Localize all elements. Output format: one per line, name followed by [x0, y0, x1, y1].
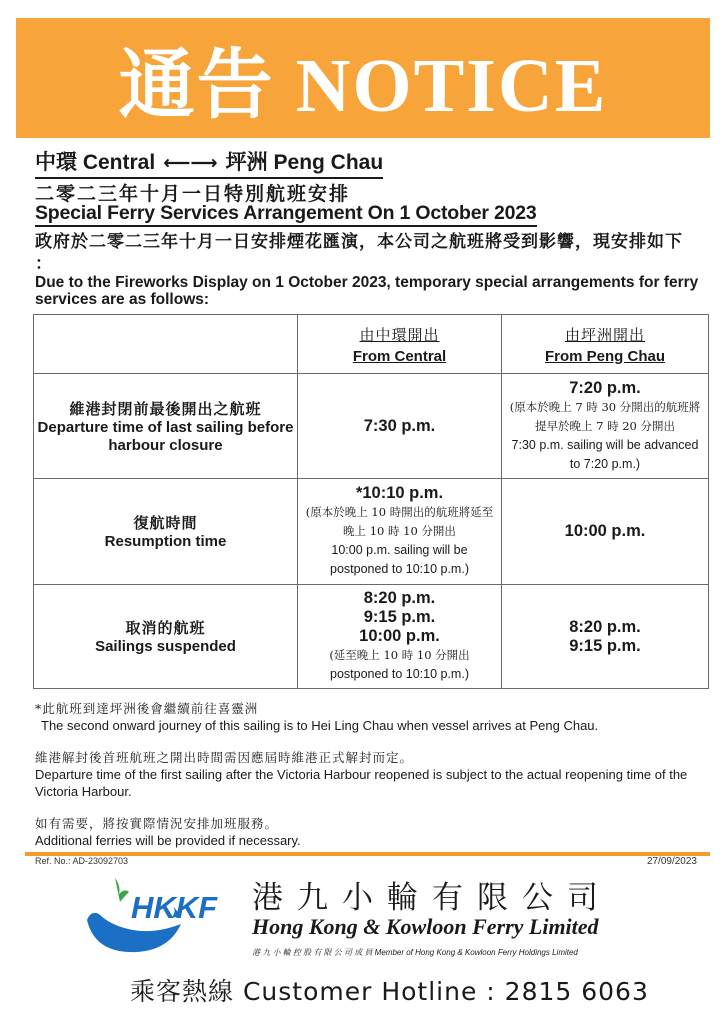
header-central-zh: 由中環開出 — [359, 325, 440, 344]
footnote-star-zh: *此航班到達坪洲後會繼續前往喜靈洲 — [35, 701, 259, 716]
notice-banner — [16, 18, 710, 138]
notice-date: 27/09/2023 — [646, 856, 697, 867]
table-row — [34, 585, 709, 689]
table-row — [34, 479, 709, 585]
note-en: 10:00 p.m. sailing will be postponed to 10:10 p.m.) — [330, 543, 469, 576]
intro-zh: 政府於二零二三年十月一日安排煙花匯演，本公司之航班將受到影響，現安排如下 ： — [35, 232, 683, 274]
header-central-en: From Central — [352, 347, 447, 365]
note-en: 7:30 p.m. sailing will be advanced to 7:20 p.m.) — [511, 437, 699, 471]
route-heading — [35, 146, 383, 179]
schedule-table — [33, 314, 709, 689]
time-value: 9:15 p.m. — [569, 636, 641, 655]
hotline-number: 2815 6063 — [504, 977, 649, 1006]
time-value: 10:00 p.m. — [564, 522, 646, 540]
logo-text: HKKF — [131, 890, 218, 925]
footnote-star-en: The second onward journey of this sailing is to Hei Ling Chau when vessel arrives at Peng Chau. — [41, 718, 599, 733]
hkkf-logo — [85, 872, 235, 960]
subtitle-zh: 二零二三年十月一日特別航班安排 — [35, 183, 351, 205]
note-zh: (原本於晚上 7 時 30 分開出的航班將提早於晚上 7 時 20 分開出 — [509, 399, 701, 433]
time-value: 8:20 p.m. — [363, 589, 436, 607]
cell-pengchau — [502, 479, 709, 585]
row-label — [34, 585, 298, 689]
banner-title-zh: 通告 — [118, 43, 275, 128]
row-label — [34, 479, 298, 585]
cell-pengchau — [502, 374, 709, 479]
cell-central — [298, 479, 502, 585]
time-value: 8:20 p.m. — [569, 617, 641, 636]
route-from: 中環 Central — [35, 151, 156, 174]
footnote-extra — [35, 815, 707, 849]
hotline-label: 乘客熱線 Customer Hotline : — [130, 977, 496, 1006]
row-label — [34, 374, 298, 479]
note-en: postponed to 10:10 p.m.) — [330, 667, 469, 681]
subtitle-en: Special Ferry Services Arrangement On 1 October 2023 — [35, 202, 537, 227]
footnote-harbour-en: Departure time of the first sailing after the Victoria Harbour reopened is subject to the actual reopening time of the Victoria Harbour. — [35, 767, 688, 799]
row-label-en: Resumption time — [104, 533, 227, 550]
footnote-harbour-zh: 維港解封後首班航班之開出時間需因應屆時維港正式解封而定。 — [35, 750, 414, 765]
company-name-zh: 港九小輪有限公司 — [252, 880, 612, 916]
time-value: 10:00 p.m. — [359, 627, 440, 645]
time-value: 7:20 p.m. — [569, 378, 641, 397]
time-value: *10:10 p.m. — [355, 484, 444, 502]
banner-title-en: NOTICE — [295, 43, 608, 128]
table-header-pengchau — [502, 315, 709, 374]
banner-title — [119, 24, 608, 133]
reference-number: Ref. No.: AD-23092703 — [35, 856, 129, 866]
company-name-en: Hong Kong & Kowloon Ferry Limited — [252, 914, 599, 939]
route-to: 坪洲 Peng Chau — [225, 151, 384, 174]
note-zh: (原本於晚上 10 時開出的航班將延至晚上 10 時 10 分開出 — [305, 505, 494, 538]
footnote-harbour — [35, 749, 715, 800]
logo-leaf — [115, 878, 129, 902]
header-pengchau-zh: 由坪洲開出 — [564, 325, 645, 344]
time-value: 9:15 p.m. — [363, 608, 436, 626]
table-header-blank — [34, 315, 298, 374]
cell-central — [298, 374, 502, 479]
member-line: 港 九 小 輪 控 股 有 限 公 司 成 員 Member of Hong Kong & Kowloon Ferry Holdings Limited — [252, 948, 578, 957]
note-zh: (延至晚上 10 時 10 分開出 — [329, 648, 470, 662]
cell-central — [298, 585, 502, 689]
footnote-extra-en: Additional ferries will be provided if necessary. — [35, 833, 301, 848]
footnote-star — [35, 700, 707, 734]
table-row — [34, 374, 709, 479]
row-label-en: Departure time of last sailing before harbour closure — [37, 418, 294, 454]
cell-pengchau — [502, 585, 709, 689]
intro-en: Due to the Fireworks Display on 1 October 2023, temporary special arrangements for ferry services are as follows: — [35, 274, 699, 308]
row-label-en: Sailings suspended — [95, 638, 236, 655]
row-label-zh: 復航時間 — [133, 514, 198, 532]
row-label-zh: 取消的航班 — [125, 619, 206, 637]
footnote-extra-zh: 如有需要，將按實際情況安排加班服務。 — [35, 816, 279, 831]
table-header-row — [34, 315, 709, 374]
table-header-central — [298, 315, 502, 374]
customer-hotline — [130, 972, 649, 1008]
time-value: 7:30 p.m. — [363, 416, 436, 435]
header-pengchau-en: From Peng Chau — [544, 347, 665, 365]
double-arrow-icon: ⟵⟶ — [163, 153, 218, 174]
row-label-zh: 維港封閉前最後開出之航班 — [69, 399, 262, 418]
